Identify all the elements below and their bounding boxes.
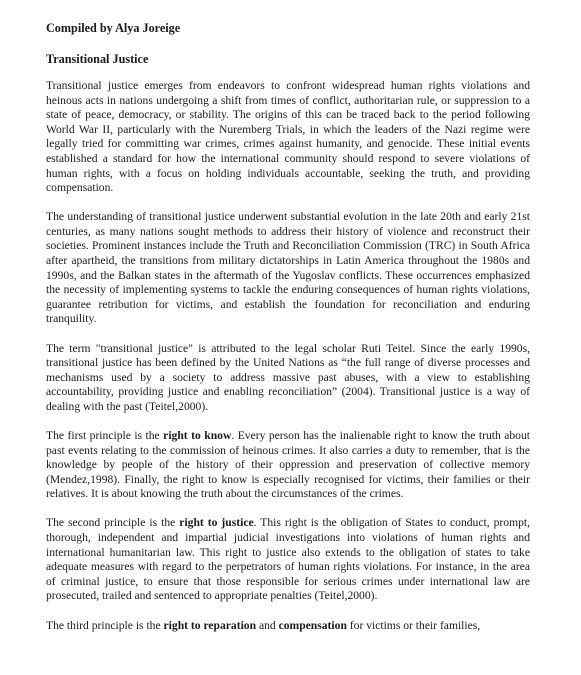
key-term-right-to-reparation: right to reparation	[163, 618, 257, 632]
paragraph-text: The second principle is the	[46, 516, 180, 530]
paragraph-right-to-reparation	[46, 619, 530, 634]
paragraph-text: The term "transitional justice" is attributed to the legal scholar Ruti Teitel. Since the early 1990s, transitional justice has been defined by the United Nations as “the full range of diverse processes and mechanisms used by a society to address massive past abuses, with a view to establishing accountability, providing justice and enabling reconciliation” (2004). Transitional justice is a way of dealing with the past (Teitel,2000).	[46, 341, 530, 413]
paragraph-history-origins	[46, 79, 530, 196]
document-page	[46, 21, 530, 648]
key-term-compensation: compensation	[278, 618, 347, 632]
paragraph-text: The first principle is the	[46, 428, 164, 442]
paragraph-text: The understanding of transitional justice underwent substantial evolution in the late 20th and early 21st centuries, as many nations sought methods to address their history of violence and reconstruct their societies. Prominent instances include the Truth and Reconciliation Commission (TRC) in South Africa after apartheid, the transitions from military dictatorships in Latin America throughout the 1980s and 1990s, and the Balkan states in the aftermath of the Yugoslav conflicts. These occurrences emphasized the necessity of implementing systems to tackle the enduring consequences of human rights violations, guarantee retribution for victims, and establish the foundation for reconciliation and enduring tranquility.	[46, 210, 530, 326]
document-body	[46, 79, 530, 633]
paragraph-text: for victims or their families,	[346, 618, 481, 632]
section-title: Transitional Justice	[46, 52, 149, 66]
paragraph-definition	[46, 342, 530, 415]
paragraph-text: Transitional justice emerges from endeavors to confront widespread human rights violations and heinous acts in nations undergoing a shift from times of conflict, authoritarian rule, or suppression to a state of peace, democracy, or stability. The origins of this can be traced back to the period following World War II, particularly with the Nuremberg Trials, in which the leaders of the Nazi regime were legally tried for committing war crimes, crimes against humanity, and genocide. These initial events established a standard for how the international community should respond to severe violations of human rights, with a focus on holding individuals accountable, seeking the truth, and providing compensation.	[46, 79, 530, 195]
document-author: Compiled by Alya Joreige	[46, 21, 181, 35]
paragraph-text: and	[256, 618, 279, 632]
paragraph-right-to-justice	[46, 516, 530, 604]
paragraph-right-to-know	[46, 429, 530, 502]
key-term-right-to-justice: right to justice	[179, 516, 254, 530]
paragraph-text: . This right is the obligation of States to conduct, prompt, thorough, independent and impartial judicial investigations into violations of human rights and international humanitarian law. This right to justice also extends to the obligation of states to take adequate measures with regard to the perpetrators of human rights violations. For instance, in the area of criminal justice, to ensure that those responsible for serious crimes under international law are prosecuted, trailed and sentenced to appropriate penalties (Teitel,2000).	[46, 516, 530, 603]
paragraph-text: . Every person has the inalienable right to know the truth about past events relating to the commission of heinous crimes. It also carries a duty to remember, that is the knowledge by people of the history of their oppression and preservation of collective memory (Mendez,1998). Finally, the right to know is especially recognised for victims, their families or their relatives. It is about knowing the truth about the circumstances of the crimes.	[46, 428, 530, 501]
paragraph-text: The third principle is the	[46, 618, 164, 632]
paragraph-evolution	[46, 210, 530, 327]
key-term-right-to-know: right to know	[163, 428, 232, 442]
